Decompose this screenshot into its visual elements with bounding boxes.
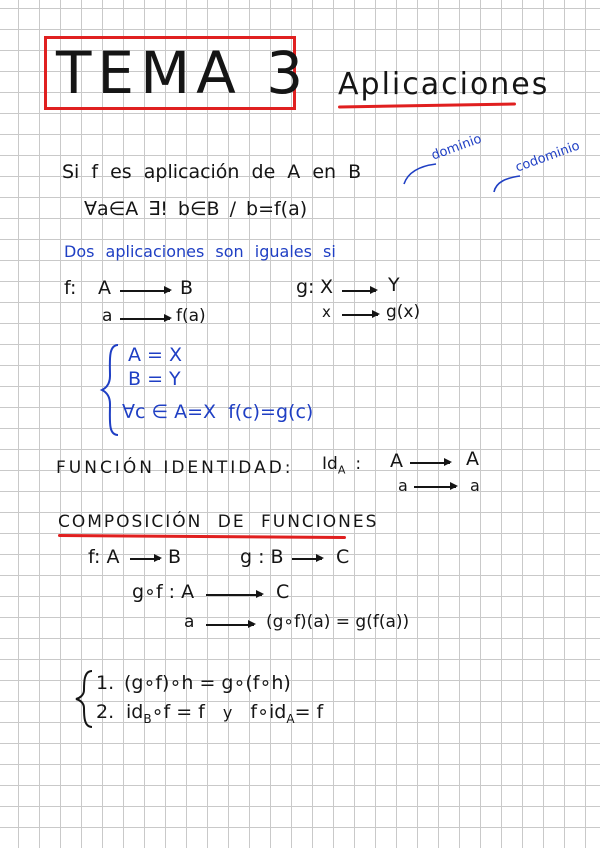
f-map-image: f(a): [176, 306, 206, 326]
property-1-number: 1.: [96, 672, 115, 694]
f-elem-arrow: [120, 318, 170, 320]
condition-1: A = X: [128, 344, 183, 366]
f-map-to: B: [180, 277, 194, 299]
identity-elem-to: a: [470, 476, 480, 495]
subtitle-underline: [338, 102, 516, 108]
identity-name: [322, 456, 361, 475]
identity-arrow: [410, 462, 450, 464]
g-elem-arrow: [342, 314, 378, 316]
composition-underline: [58, 534, 346, 539]
g-map-name: g:: [296, 276, 315, 298]
g-map-elem: x: [322, 303, 331, 321]
conditions-brace: [98, 342, 122, 438]
page-title: TEMA 3: [56, 39, 310, 107]
g-map-arrow: [342, 290, 376, 292]
property-2-id-sub: B: [143, 711, 152, 726]
annotation-dominio-curve: [400, 160, 440, 190]
property-2-id: id: [126, 701, 144, 723]
page-subtitle: Aplicaciones: [338, 67, 550, 102]
property-2-right-sub: A: [286, 711, 295, 726]
comp-g-name: g : B: [240, 546, 284, 568]
comp-f-arrow: [130, 558, 160, 560]
comp-gof-elem: a: [184, 612, 195, 632]
condition-2: B = Y: [128, 368, 181, 390]
identity-sub: A: [337, 463, 346, 477]
identity-id: Id: [322, 454, 338, 474]
property-2-right-fid: f∘id: [250, 701, 287, 723]
identity-heading: FUNCIÓN IDENTIDAD:: [56, 458, 294, 478]
g-map-to: Y: [388, 274, 400, 296]
f-map-elem: a: [102, 306, 113, 326]
property-1-text: (g∘f)∘h = g∘(f∘h): [124, 672, 291, 694]
identity-colon: :: [355, 454, 362, 474]
annotation-dominio: dominio: [429, 131, 484, 164]
comp-g-arrow: [292, 558, 322, 560]
f-map-arrow: [120, 290, 170, 292]
property-2-number: 2.: [96, 701, 115, 723]
identity-from: A: [390, 450, 403, 472]
definition-line-2: ∀a∈A ∃! b∈B / b=f(a): [84, 198, 308, 220]
g-map-image: g(x): [386, 302, 421, 322]
property-2-separator: y: [222, 703, 233, 722]
comp-f-to: B: [168, 546, 182, 568]
g-map-from: X: [320, 276, 334, 298]
comp-gof-elem-arrow: [206, 624, 254, 626]
comp-gof-to: C: [276, 581, 290, 603]
property-2-left-rest: ∘f = f: [151, 701, 205, 723]
definition-line-1: Si f es aplicación de A en B: [62, 161, 362, 183]
comp-gof-name: g∘f : A: [132, 581, 195, 603]
annotation-codominio: codominio: [513, 138, 582, 176]
condition-3: ∀c ∈ A=X f(c)=g(c): [122, 401, 314, 423]
identity-to: A: [466, 448, 479, 470]
property-2-text: [126, 703, 323, 725]
comp-gof-arrow: [206, 594, 262, 596]
f-map-from: A: [98, 277, 111, 299]
comp-f-name: f: A: [88, 546, 120, 568]
properties-brace: [72, 668, 96, 730]
identity-elem-arrow: [414, 486, 456, 488]
equality-heading: Dos aplicaciones son iguales si: [64, 242, 336, 261]
identity-elem-from: a: [398, 476, 408, 495]
annotation-codominio-curve: [488, 172, 524, 198]
property-2-right-rest: = f: [294, 701, 324, 723]
comp-g-to: C: [336, 546, 350, 568]
f-map-name: f:: [64, 277, 77, 299]
composition-heading: COMPOSICIÓN DE FUNCIONES: [58, 512, 379, 532]
comp-gof-image: (g∘f)(a) = g(f(a)): [266, 612, 410, 632]
